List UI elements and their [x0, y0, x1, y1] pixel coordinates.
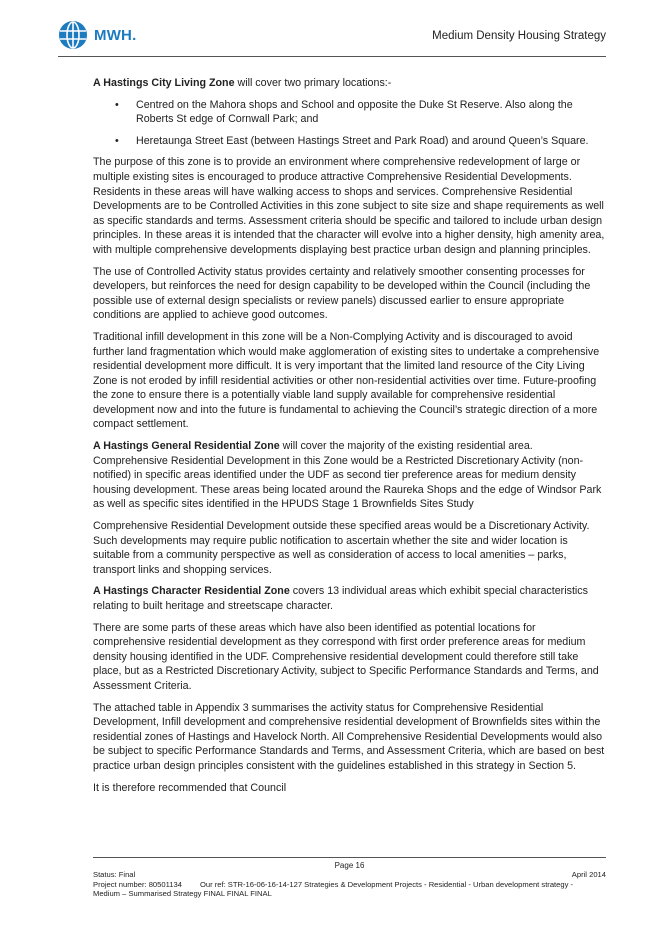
- page-footer: [93, 870, 606, 899]
- footer-status-row: [93, 870, 606, 880]
- list-item-text: Heretaunga Street East (between Hastings Street and Park Road) and around Queen’s Square.: [136, 134, 589, 147]
- heading-character-residential-zone: A Hastings Character Residential Zone: [93, 585, 290, 598]
- list-item: [93, 134, 606, 149]
- date-text: April 2014: [571, 870, 606, 879]
- paragraph-text: covers 13 individual areas which exhibit special characteristics relating to built heritage and streetscape character.: [93, 585, 588, 612]
- heading-city-living-zone: A Hastings City Living Zone: [93, 77, 235, 89]
- header-divider: [58, 56, 606, 57]
- list-item: [93, 98, 606, 127]
- paragraph-text: will cover two primary locations:-: [234, 77, 392, 89]
- paragraph-character-residential: [93, 584, 606, 613]
- locations-list: [93, 98, 606, 149]
- paragraph-controlled-activity: The use of Controlled Activity status provides certainty and relatively smoother consenting processes for developers, but reinforces the need for design capability to be developed within the Council (including the possible use of external design specialists or review panels) discussed earlier to ensure appropriate conditions are applied to achieve good outcomes.: [93, 265, 591, 322]
- page-number: Page 16: [334, 861, 365, 870]
- bullet-icon: •: [115, 98, 119, 111]
- logo-text: MWH.: [94, 27, 137, 44]
- paragraph-appendix-3: The attached table in Appendix 3 summarises the activity status for Comprehensive Residential Development, Infill development and comprehensive residential development of Brownfields sites within the residential zones of Hastings and Havelock North. All Comprehensive Residential Developments would also be subject to specific Performance Standards and Terms, and Assessment Criteria, which are based on best practice urban design principles consistent with the guidelines established in this strategy in Section 5.: [93, 701, 605, 772]
- our-reference: Our ref: STR-16-06-16-14-127 Strategies & Development Projects - Residential - Urban development strategy -: [199, 879, 574, 889]
- page-header: [58, 18, 606, 56]
- footer-reference-continued: Medium – Summarised Strategy FINAL FINAL FINAL: [93, 889, 272, 899]
- list-item-text: Centred on the Mahora shops and School and opposite the Duke St Reserve. Also along the Roberts St edge of Cornwall Park; and: [136, 98, 573, 126]
- paragraph-recommendation: It is therefore recommended that Council: [93, 781, 287, 794]
- paragraph-city-living-intro: [93, 76, 606, 91]
- paragraph-general-residential: [93, 439, 606, 512]
- bullet-icon: •: [115, 134, 119, 147]
- paragraph-infill-development: Traditional infill development in this zone will be a Non-Complying Activity and is discouraged to avoid further land fragmentation which would make agglomeration of existing sites to undertake a comprehensive residential development more difficult. It is very important that the limited land resource of the City Living Zone is not eroded by infill residential activities or other non-residential activities over time. Future-proofing the zone to ensure there is a potentially viable land supply available for comprehensive residential development now and into the future is fundamental to achieving the Council’s strategic direction of a more compact settlement.: [93, 330, 600, 431]
- status-text: Status: Final: [93, 870, 136, 879]
- paragraph-zone-purpose: The purpose of this zone is to provide an environment where comprehensive redevelopment of large or multiple existing sites is encouraged to produce attractive Comprehensive Residential Developments. Residents in these areas will have walking access to shops and services. Comprehensive Residential Developments are to be Controlled Activities in this zone subject to site size and shape requirements as well as specific standards and terms. Assessment criteria should be specific and tailored to include urban design principles. In these areas it is intended that the character will evolve into a higher density, high amenity area, with multiple comprehensive developments displaying best practice urban design and planning principles.: [93, 156, 605, 256]
- document-title: Medium Density Housing Strategy: [432, 30, 606, 42]
- mwh-globe-logo-icon: [58, 20, 88, 50]
- footer-divider: [93, 857, 606, 858]
- paragraph-discretionary-activity: Comprehensive Residential Development outside these specified areas would be a Discretionary Activity. Such developments may require public notification to ascertain whether the site and wider location is suitable from a community perspective as well as consideration of access to local amenities – parks, transport links and shopping services.: [93, 520, 590, 576]
- paragraph-text: will cover the majority of the existing residential area. Comprehensive Residential Development in this Zone would be a Restricted Discretionary Activity (non-notified) in specific areas identified under the UDF as second tier preference areas for medium density housing development. These areas being located around the Raureka Shops and the edge of Windsor Park as well as specific sites identified in the HPUDS Stage 1 Brownfields Sites Study: [93, 440, 602, 511]
- footer-reference-row: [93, 880, 606, 890]
- document-body: [93, 76, 606, 802]
- project-number: Project number: 80501134: [93, 879, 182, 889]
- paragraph-preference-areas: There are some parts of these areas which have also been identified as potential locations for comprehensive residential development as they correspond with first order preference areas for medium density housing identified in the UDF. Comprehensive residential development could therefore still take place, but as a Restricted Discretionary Activity, subject to Specific Performance Standards and Terms, and Assessment Criteria.: [93, 621, 599, 692]
- heading-general-residential-zone: A Hastings General Residential Zone: [93, 440, 280, 453]
